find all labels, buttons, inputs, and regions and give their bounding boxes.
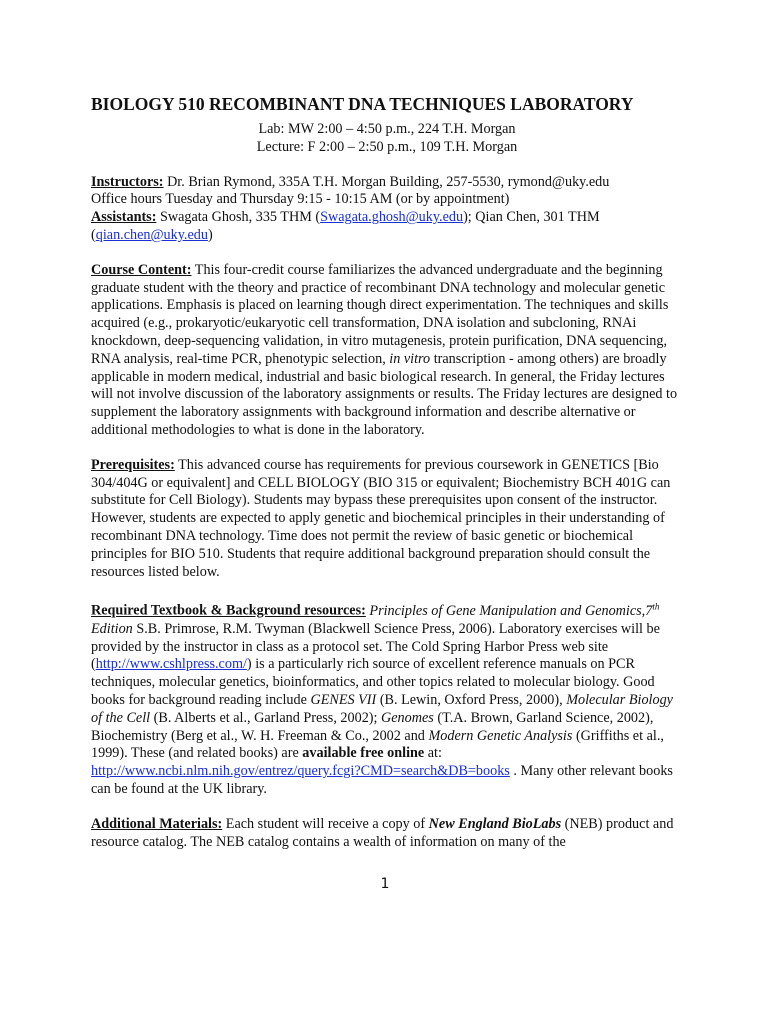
textbook-text-7: at: <box>424 745 442 762</box>
assistants-text-3: ) <box>207 226 213 243</box>
textbook-text-4: (B. Alberts et al., Garland Press, 2002); <box>150 709 382 726</box>
additional-materials-paragraph <box>91 816 683 852</box>
textbook-text-6: (Griffiths et al., 1999). These (and related books) are <box>91 727 664 762</box>
course-title: BIOLOGY 510 RECOMBINANT DNA TECHNIQUES LABORATORY <box>91 94 634 114</box>
textbook-title-text: Principles of Gene Manipulation and Genomics,7 <box>369 603 653 620</box>
textbook-edition: Edition <box>91 620 133 637</box>
instructors-section <box>91 174 683 245</box>
assistant-email-link-2[interactable]: qian.chen@uky.edu <box>95 226 208 243</box>
office-hours: Office hours Tuesday and Thursday 9:15 - 10:15 AM (or by appointment) <box>91 191 510 208</box>
additional-text: Each student will receive a copy of <box>222 815 429 832</box>
edition-superscript: th <box>652 601 660 612</box>
instructors-label: Instructors: <box>91 173 164 190</box>
ncbi-books-link[interactable]: http://www.ncbi.nlm.nih.gov/entrez/query.fcgi?CMD=search&DB=books <box>91 763 510 780</box>
course-content-label: Course Content: <box>91 261 192 278</box>
textbook-text-2: ) is a particularly rich source of excellent reference manuals on PCR techniques, molecular genetics, bioinformatics, and other topics related to molecular biology. Good books for background reading include <box>91 656 655 709</box>
document-body <box>91 94 683 851</box>
prerequisites-label: Prerequisites: <box>91 456 175 473</box>
assistants-label: Assistants: <box>91 209 157 226</box>
lab-schedule: Lab: MW 2:00 – 4:50 p.m., 224 T.H. Morgan <box>258 121 516 137</box>
neb-name: New England BioLabs <box>428 815 562 832</box>
course-content-paragraph <box>91 262 683 440</box>
textbook-paragraph <box>91 598 683 799</box>
mbc-title: Molecular Biology of the Cell <box>91 692 673 726</box>
course-content-text-2: transcription - among others) are broadly applicable in modern medical, industrial and basic biological research. In general, the Friday lectures will not involve discussion of the laboratory assignments or results. The Friday lectures are designed to supplement the laboratory assignments with background information and describe alternative or additional methodologies to what is done in the laboratory. <box>91 350 678 438</box>
genomes-title: Genomes <box>381 709 434 726</box>
cshl-press-link[interactable]: http://www.cshlpress.com/ <box>95 656 247 673</box>
prerequisites-paragraph <box>91 457 683 582</box>
instructors-text: Dr. Brian Rymond, 335A T.H. Morgan Building, 257-5530, rymond@uky.edu <box>163 173 610 190</box>
additional-text-2: (NEB) product and resource catalog. The NEB catalog contains a wealth of information on many of the <box>91 815 674 850</box>
assistants-line <box>91 209 683 245</box>
lecture-schedule: Lecture: F 2:00 – 2:50 p.m., 109 T.H. Morgan <box>256 138 518 155</box>
instructors-line <box>91 174 683 192</box>
assistant-email-link-1[interactable]: Swagata.ghosh@uky.edu <box>320 209 464 226</box>
mga-title: Modern Genetic Analysis <box>428 727 573 744</box>
prerequisites-text: This advanced course has requirements for previous coursework in GENETICS [Bio 304/404G or equivalent] and CELL BIOLOGY (BIO 315 or equivalent; Biochemistry BCH 401G can substitute for Cell Biology). Students may bypass these prerequisites upon consent of the instructor. However, students are expected to apply genetic and biochemical principles in their understanding of recombinant DNA technology. Time does not permit the review of basic genetic or biochemical principles for BIO 510. Students that require additional background preparation should consult the resources listed below. <box>91 456 671 580</box>
textbook-text: S.B. Primrose, R.M. Twyman (Blackwell Science Press, 2006). Laboratory exercises will be provided by the instructor in class as a protocol set. The Cold Spring Harbor Press web site ( <box>91 620 660 673</box>
course-content-text: This four-credit course familiarizes the advanced undergraduate and the beginning graduate student with the theory and practice of recombinant DNA technology and molecular genetic applications. Emphasis is placed on learning though direct experimentation. The techniques and skills acquired (e.g., prokaryotic/eukaryotic cell transformation, DNA isolation and subcloning, RNAi knockdown, deep-sequencing validation, in vitro mutagenesis, protein purification, DNA sequencing, RNA analysis, real-time PCR, phenotypic selection, <box>91 261 669 367</box>
page-number: 1 <box>380 876 390 892</box>
textbook-label: Required Textbook & Background resources: <box>91 603 366 620</box>
available-free-online: available free online <box>302 745 425 762</box>
genes-title: GENES VII <box>310 692 377 709</box>
in-vitro-italic: in vitro <box>389 350 431 367</box>
assistants-text-2: ); Qian Chen, 301 THM ( <box>91 209 600 243</box>
textbook-text-5: (T.A. Brown, Garland Science, 2002), Biochemistry (Berg et al., W. H. Freeman & Co., 2002 and <box>91 709 654 744</box>
additional-materials-label: Additional Materials: <box>91 815 223 832</box>
textbook-text-3: (B. Lewin, Oxford Press, 2000), <box>376 692 567 709</box>
assistants-text: Swagata Ghosh, 335 THM ( <box>156 209 321 226</box>
textbook-text-8: . Many other relevant books can be found at the UK library. <box>91 763 673 798</box>
